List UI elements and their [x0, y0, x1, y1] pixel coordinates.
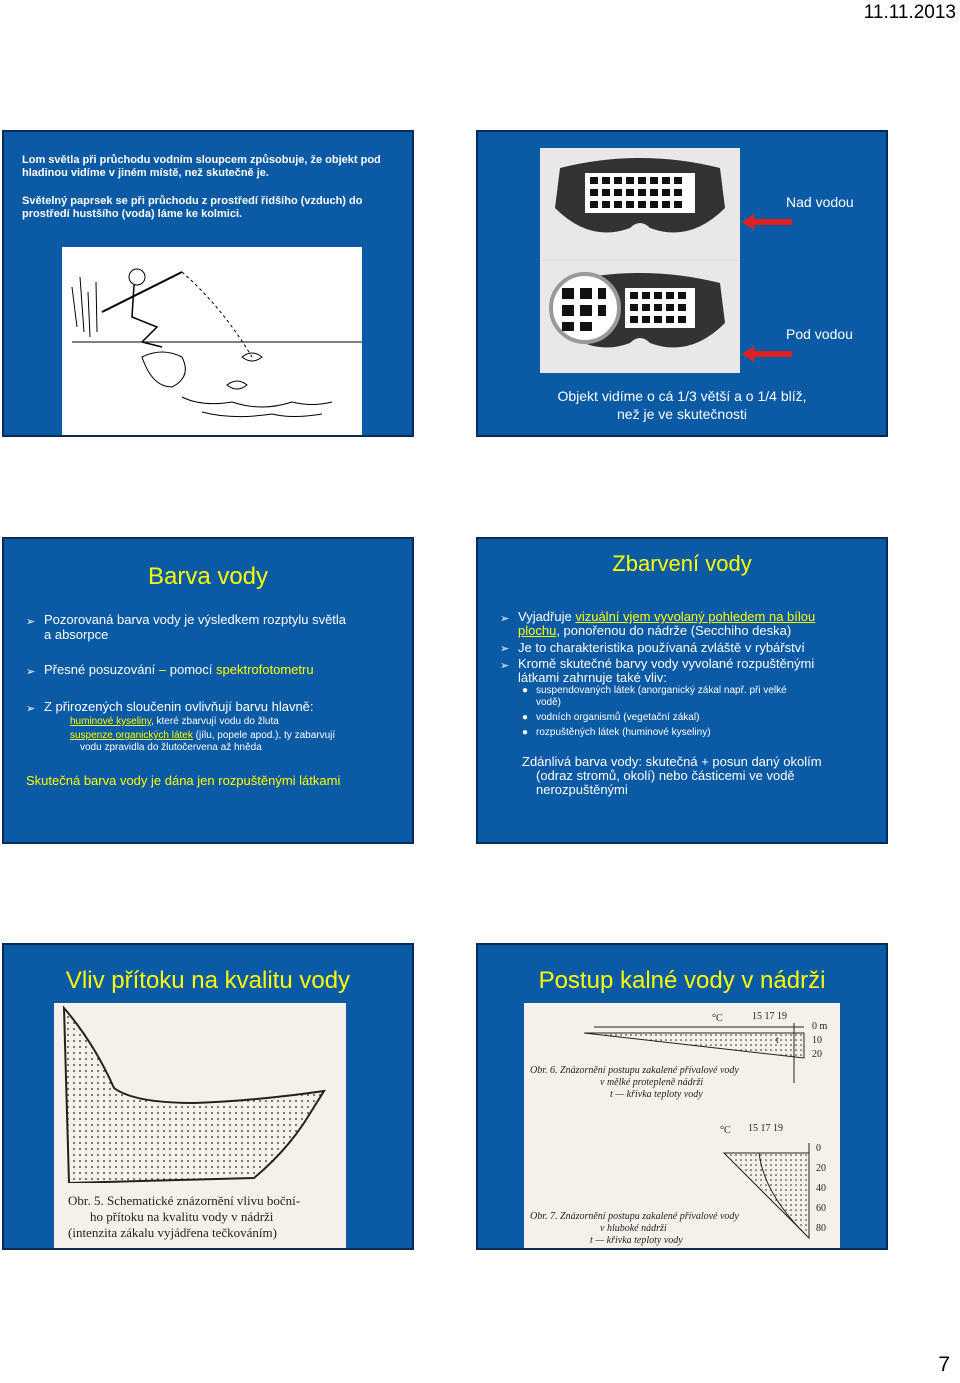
item-text: vodních organismů (vegetační zákal) [536, 712, 700, 723]
slide-title: Barva vody [147, 563, 269, 590]
t-label: t [776, 1035, 779, 1046]
slide-water-coloration [476, 537, 888, 844]
depth-10: 10 [812, 1035, 822, 1046]
list-item [520, 685, 870, 709]
slide-title: Vliv přítoku na kvalitu vody [65, 967, 351, 994]
arrow-bullet-icon: ➢ [26, 703, 36, 715]
slide-title: Zbarvení vody [612, 551, 752, 576]
slide-refraction [2, 130, 414, 437]
caption-line-2: ho přítoku na kvalitu vody v nádrži [90, 1209, 274, 1224]
caption-line-3: t — křivka teploty vody [610, 1089, 703, 1100]
depth-b60: 60 [816, 1203, 826, 1214]
arrow-bullet-icon: ➢ [500, 660, 510, 672]
caption-line-1: Obr. 7. Znázornění postupu zakalené přívalové vody [530, 1211, 739, 1222]
arrow-left-icon [742, 346, 792, 362]
page-number: 7 [938, 1353, 950, 1376]
list-item [520, 712, 870, 724]
bullet-text: Vyjadřuje [518, 609, 576, 624]
item-text-2: vodě) [536, 697, 562, 708]
depth-b20: 20 [816, 1163, 826, 1174]
bullet-exact-assessment [44, 662, 314, 677]
depth-b40: 40 [816, 1183, 826, 1194]
label-under-water: Pod vodou [786, 326, 853, 342]
depth-20: 20 [812, 1049, 822, 1060]
surface-link[interactable]: plochu [518, 623, 557, 638]
item-text: rozpuštěných látek (huminové kyseliny) [536, 727, 711, 738]
temp-scale-top: 15 17 19 [752, 1011, 787, 1022]
refraction-text-2: Světelný paprsek se při průchodu z prostředí řidšího (vzduch) do prostředí hustšího (voda) láme ke kolmici. [22, 195, 363, 220]
refraction-text-1: Lom světla při průchodu vodním sloupcem způsobuje, že objekt pod hladinou vidíme v jiném místě, než skutečně je. [22, 154, 381, 179]
bullet-natural-compounds: Z přirozených sloučenin ovlivňují barvu hlavně: [44, 699, 314, 714]
caption-line-3: (intenzita zákalu vyjádřena tečkováním) [68, 1225, 277, 1240]
depth-b0: 0 [816, 1143, 821, 1154]
dot-bullet-icon: ● [522, 712, 529, 723]
mask-caption-line-2: než je ve skutečnosti [617, 406, 747, 422]
bullet-line-1: Kromě skutečné barvy vody vyvolané rozpuštěnými [518, 656, 815, 671]
bullet-besides [518, 657, 878, 685]
sub-list [70, 716, 400, 754]
caption-line-1: Obr. 5. Schematické znázornění vlivu boční- [68, 1193, 301, 1208]
sub-text: (jílu, popele apod.), ty zabarvují [192, 730, 336, 741]
slide-inflow-influence [2, 943, 414, 1250]
caption-line-2: v hluboké nádrži [600, 1223, 667, 1234]
list-item [520, 727, 870, 739]
arrow-bullet-icon: ➢ [500, 613, 510, 625]
temp-unit-top: °C [712, 1013, 723, 1024]
apparent-line-1: Zdánlivá barva vody: skutečná + posun daný okolím [522, 754, 822, 769]
slide-turbid-water-progress [476, 943, 888, 1250]
sub-item-humic [70, 716, 400, 728]
arrow-left-icon [742, 214, 792, 230]
bullet-expresses [518, 610, 878, 638]
bullet-text: Přesné posuzování [44, 662, 159, 677]
sub-item-suspension [70, 730, 400, 742]
depth-b80: 80 [816, 1223, 826, 1234]
mask-caption [478, 387, 886, 423]
bullet-observed-color [44, 612, 404, 642]
arrow-bullet-icon: ➢ [26, 616, 36, 628]
label-above-water: Nad vodou [786, 194, 854, 210]
fisherman-illustration [62, 247, 362, 437]
caption-line-3: t — křivka teploty vody [590, 1235, 683, 1246]
arrow-bullet-icon: ➢ [500, 643, 510, 655]
temp-scale-mid: 15 17 19 [748, 1123, 783, 1134]
bullet-text: pomocí [166, 662, 216, 677]
visual-perception-link[interactable]: vizuální vjem vyvolaný pohledem na bílou [575, 609, 816, 624]
item-text: suspendovaných látek (anorganický zákal např. při velké [536, 685, 787, 696]
sub-text-line-2: vodu zpravidla do žlutočervena až hněda [80, 742, 262, 753]
caption-line-1: Obr. 6. Znázornění postupu zakalené přívalové vody [530, 1065, 739, 1076]
bullet-line-2: a absorpce [44, 627, 109, 642]
sub-text: , které zbarvují vodu do žluta [150, 716, 279, 727]
temp-unit-mid: °C [720, 1125, 731, 1136]
slide-water-color [2, 537, 414, 844]
slide-title: Postup kalné vody v nádrži [538, 967, 826, 994]
depth-0: 0 m [812, 1021, 828, 1032]
apparent-color-text [522, 755, 882, 797]
inflow-figure [54, 1003, 346, 1250]
diving-mask-photos [540, 148, 740, 373]
arrow-bullet-icon: ➢ [26, 666, 36, 678]
dash: – [158, 662, 167, 677]
bullet-text: , ponořenou do nádrže (Secchiho deska) [556, 623, 792, 638]
fig6-caption [530, 1065, 739, 1101]
slide-mask [476, 130, 888, 437]
bullet-line-1: Pozorovaná barva vody je výsledkem rozptylu světla [44, 612, 347, 627]
figure-caption [68, 1193, 300, 1241]
humic-acids-link[interactable]: huminové kyseliny [70, 716, 151, 727]
apparent-line-2: (odraz stromů, okolí) nebo částicemi ve vodě [536, 768, 795, 783]
influence-list [520, 685, 870, 739]
mask-caption-line-1: Objekt vidíme o cá 1/3 větší a o 1/4 blíž, [557, 388, 807, 404]
conclusion-text: Skutečná barva vody je dána jen rozpuštěnými látkami [26, 773, 341, 788]
apparent-line-3: nerozpuštěnými [536, 782, 628, 797]
fig7-caption [530, 1211, 760, 1247]
dot-bullet-icon: ● [522, 685, 529, 696]
caption-line-2: v mělké protepleně nádrži [600, 1077, 704, 1088]
organic-suspension-link[interactable]: suspenze organických látek [70, 730, 193, 741]
dot-bullet-icon: ● [522, 727, 529, 738]
bullet-fishing: Je to charakteristika používaná zvláště v rybářství [518, 640, 805, 655]
spectrophotometer-term: spektrofotometru [216, 662, 314, 677]
turbid-water-figures [524, 1003, 840, 1250]
bullet-line-2: látkami zahrnuje také vliv: [518, 670, 667, 685]
page-date: 11.11.2013 [863, 2, 956, 23]
